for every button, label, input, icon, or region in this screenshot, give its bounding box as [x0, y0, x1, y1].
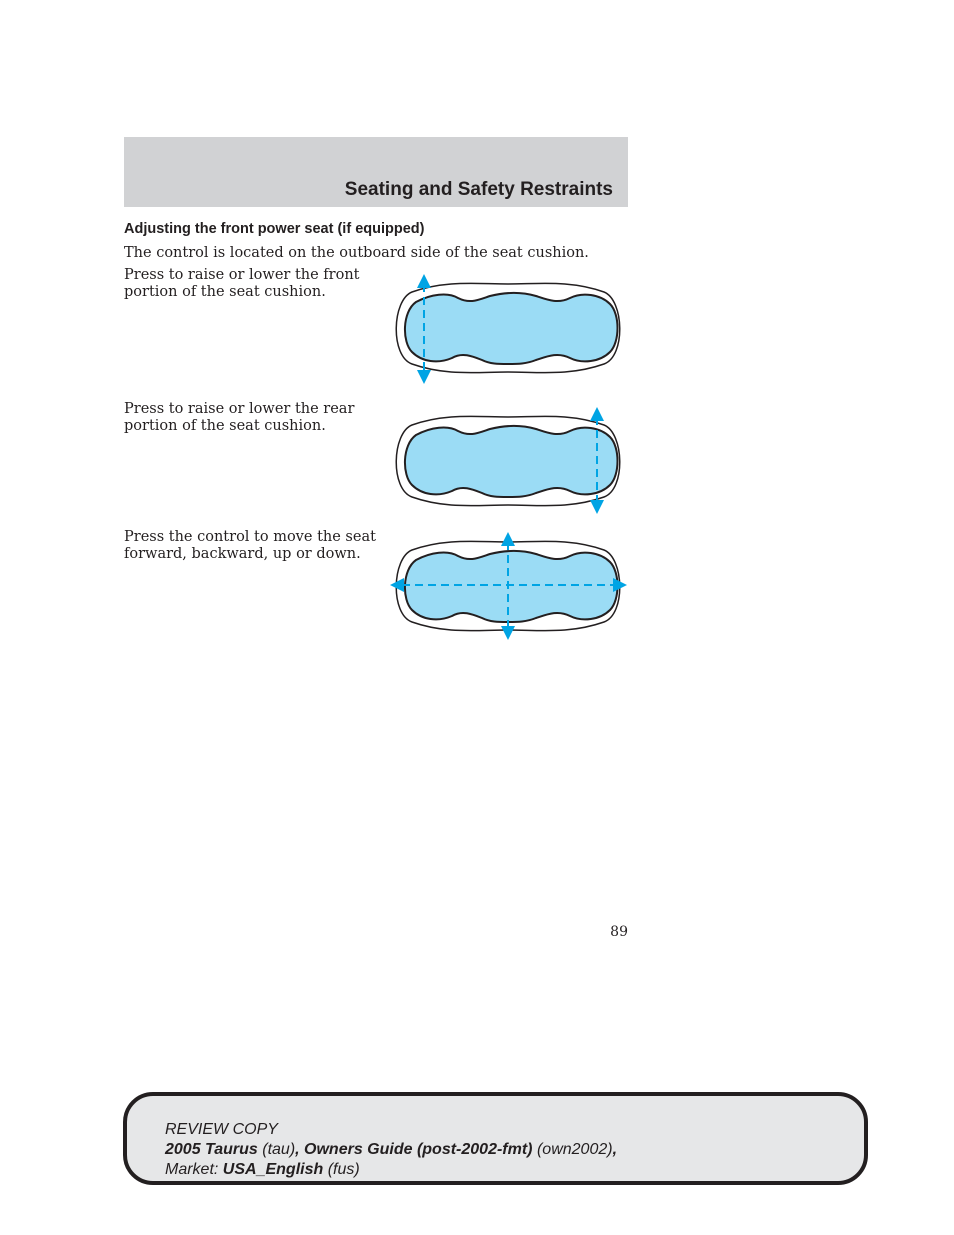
- footer-market-code: (fus): [323, 1161, 360, 1178]
- review-copy-footer: [123, 1092, 868, 1185]
- footer-guide: Owners Guide (post-2002-fmt): [304, 1141, 533, 1158]
- arrow-down-icon: [417, 370, 431, 384]
- footer-model: 2005 Taurus: [165, 1141, 258, 1158]
- footer-market-line: [165, 1160, 617, 1180]
- seat-rear-adjust-diagram: [386, 403, 630, 519]
- seat-cushion-shape: [405, 426, 618, 497]
- intro-paragraph: The control is located on the outboard side of the seat cushion.: [124, 245, 589, 261]
- section-header-band: [124, 137, 628, 207]
- step-rear-line2: portion of the seat cushion.: [124, 418, 326, 434]
- page-number: 89: [610, 924, 628, 940]
- seat-front-adjust-diagram: [386, 270, 630, 386]
- footer-market: USA_English: [222, 1161, 324, 1178]
- seat-cushion-shape: [405, 551, 618, 622]
- step-cross-line2: forward, backward, up or down.: [124, 546, 361, 562]
- step-front-line1: Press to raise or lower the front: [124, 267, 360, 283]
- footer-guide-code: (own2002): [532, 1141, 613, 1158]
- footer-sep1: ,: [295, 1141, 305, 1158]
- subsection-heading: Adjusting the front power seat (if equipped): [124, 221, 425, 237]
- step-cross-line1: Press the control to move the seat: [124, 529, 376, 545]
- footer-market-label: Market:: [165, 1161, 223, 1178]
- step-rear-text: [124, 401, 374, 435]
- footer-model-code: (tau): [257, 1141, 296, 1158]
- arrow-down-icon: [501, 626, 515, 640]
- footer-model-line: [165, 1140, 617, 1160]
- footer-text: [165, 1120, 617, 1180]
- footer-review-label: REVIEW COPY: [165, 1121, 278, 1138]
- arrow-up-icon: [501, 532, 515, 546]
- arrow-down-icon: [590, 500, 604, 514]
- footer-sep2: ,: [612, 1141, 618, 1158]
- section-title: Seating and Safety Restraints: [344, 179, 613, 200]
- arrow-up-icon: [590, 407, 604, 421]
- step-front-text: [124, 267, 374, 301]
- arrow-up-icon: [417, 274, 431, 288]
- seat-four-way-adjust-diagram: [386, 528, 630, 644]
- step-rear-line1: Press to raise or lower the rear: [124, 401, 355, 417]
- step-cross-text: [124, 529, 374, 563]
- seat-cushion-shape: [405, 293, 618, 364]
- step-front-line2: portion of the seat cushion.: [124, 284, 326, 300]
